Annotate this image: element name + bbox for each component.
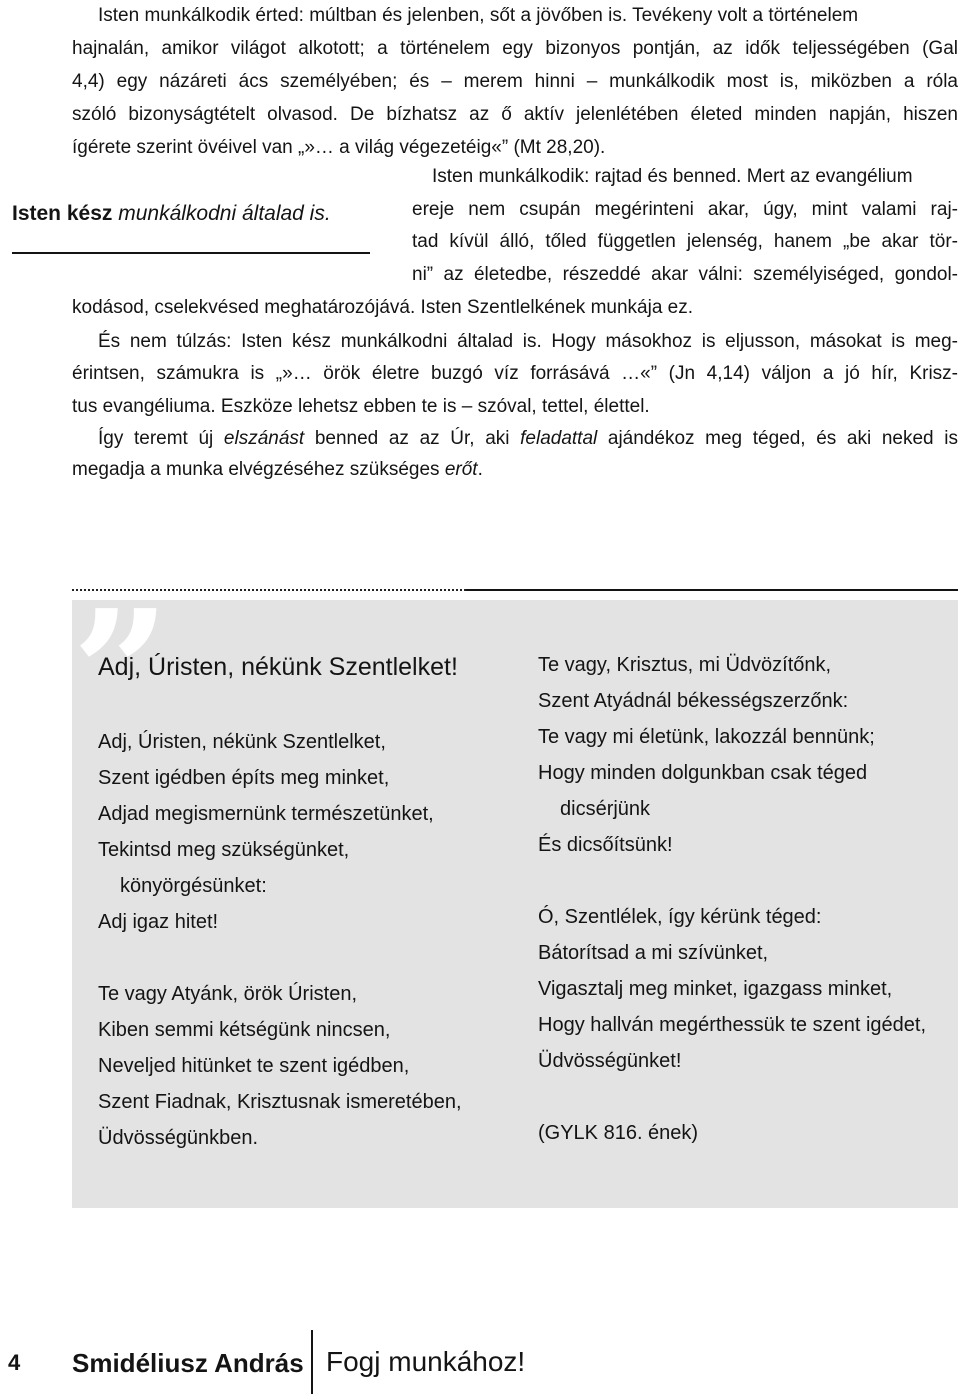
- body-line: [98, 427, 958, 451]
- text-run: .: [477, 459, 483, 480]
- body-line: [72, 458, 483, 482]
- verse-line: Adjad megismernünk természetünket,: [98, 803, 434, 825]
- verse-line: Üdvösségünkben.: [98, 1127, 259, 1149]
- publication-title: Fogj munkához!: [326, 1346, 526, 1377]
- verse-line: Hogy hallván megérthessük te szent igédet,: [538, 1014, 926, 1036]
- body-line: kodásod, cselekvésed meghatározójává. Isten Szentlelkének munkája ez.: [72, 297, 694, 318]
- pull-quote-italic: munkálkodni általad is.: [118, 202, 331, 225]
- song-title: Adj, Úristen, nékünk Szentlelket!: [98, 653, 458, 681]
- author-name: Smidéliusz András: [72, 1348, 304, 1378]
- italic-word: feladattal: [520, 428, 598, 449]
- text-run: Így teremt új: [98, 428, 224, 449]
- verse-line: Kiben semmi kétségünk nincsen,: [98, 1019, 391, 1041]
- verse-line: Te vagy, Krisztus, mi Üdvözítőnk,: [538, 654, 832, 676]
- text-run: ajándékoz meg téged, és aki neked is: [597, 428, 958, 449]
- body-line: ígérete szerint övéivel van „»… a világ végezetéig«” (Mt 28,20).: [72, 137, 606, 158]
- verse-line: Szent Atyádnál békességszerzőnk:: [538, 690, 849, 712]
- body-line: szóló bizonyságtételt olvasod. De bízhatsz az ő aktív jelenlétében életed minden napján, hiszen: [72, 104, 958, 125]
- page-number: 4: [8, 1350, 21, 1375]
- body-line: hajnalán, amikor világot alkotott; a történelem egy bizonyos pontján, az idők teljességében (Gal: [72, 38, 958, 59]
- solid-divider: [466, 589, 958, 591]
- body-line: 4,4) egy názáreti ács személyében; és – merem hinni – munkálkodik most is, miközben a róla: [72, 71, 958, 92]
- pull-quote: [12, 200, 331, 228]
- verse-line: Adj igaz hitet!: [98, 911, 219, 933]
- verse-line: Hogy minden dolgunkban csak téged: [538, 762, 868, 784]
- verse-line: Szent Fiadnak, Krisztusnak ismeretében,: [98, 1091, 462, 1113]
- verse-line: Te vagy Atyánk, örök Úristen,: [98, 983, 358, 1005]
- text-run: megadja a munka elvégzéséhez szükséges: [72, 459, 445, 480]
- verse-line: Te vagy mi életünk, lakozzál bennünk;: [538, 726, 875, 748]
- verse-line: Üdvösségünket!: [538, 1050, 682, 1072]
- pull-quote-bold: Isten kész: [12, 202, 113, 225]
- pull-quote-rule: [12, 252, 370, 254]
- body-line: ereje nem csupán megérinteni akar, úgy, mint valami raj-: [412, 199, 958, 220]
- body-line: tus evangéliuma. Eszköze lehetsz ebben te is – szóval, tettel, élettel.: [72, 396, 650, 417]
- body-line: Isten munkálkodik érted: múltban és jelenben, sőt a jövőben is. Tevékeny volt a történelem: [98, 5, 859, 26]
- italic-word: elszánást: [223, 428, 305, 449]
- quote-mark-icon: ”: [72, 573, 170, 773]
- verse-line: Vigasztalj meg minket, igazgass minket,: [538, 978, 893, 1000]
- verse-line: Ó, Szentlélek, így kérünk téged:: [538, 906, 822, 928]
- italic-word: erőt: [444, 459, 478, 480]
- verse-line: Tekintsd meg szükségünket,: [98, 839, 350, 861]
- song-source: (GYLK 816. ének): [538, 1122, 699, 1144]
- verse-line: dicsérjünk: [560, 798, 651, 820]
- body-line: érintsen, számukra is „»… örök életre buzgó víz forrásává …«” (Jn 4,14) váljon a jó hír, Krisz-: [72, 363, 958, 384]
- body-line: Isten munkálkodik: rajtad és benned. Mert az evangélium: [432, 166, 913, 187]
- text-run: benned az az Úr, aki: [304, 428, 521, 449]
- verse-line: könyörgésünket:: [120, 875, 267, 897]
- body-line: tad kívül álló, tőled független jelenség, hanem „be akar tör-: [412, 231, 958, 252]
- verse-line: És dicsőítsünk!: [538, 834, 673, 856]
- body-line: És nem túlzás: Isten kész munkálkodni általad is. Hogy másokhoz is eljusson, másokat is meg-: [98, 331, 958, 352]
- verse-line: Szent igédben építs meg minket,: [98, 767, 390, 789]
- verse-line: Adj, Úristen, nékünk Szentlelket,: [98, 731, 386, 753]
- verse-line: Bátorítsad a mi szívünket,: [538, 942, 769, 964]
- body-line: ni” az életedbe, részeddé akar válni: személyiséged, gondol-: [412, 264, 958, 285]
- verse-line: Neveljed hitünket te szent igédben,: [98, 1055, 410, 1077]
- footer-divider: [311, 1330, 313, 1394]
